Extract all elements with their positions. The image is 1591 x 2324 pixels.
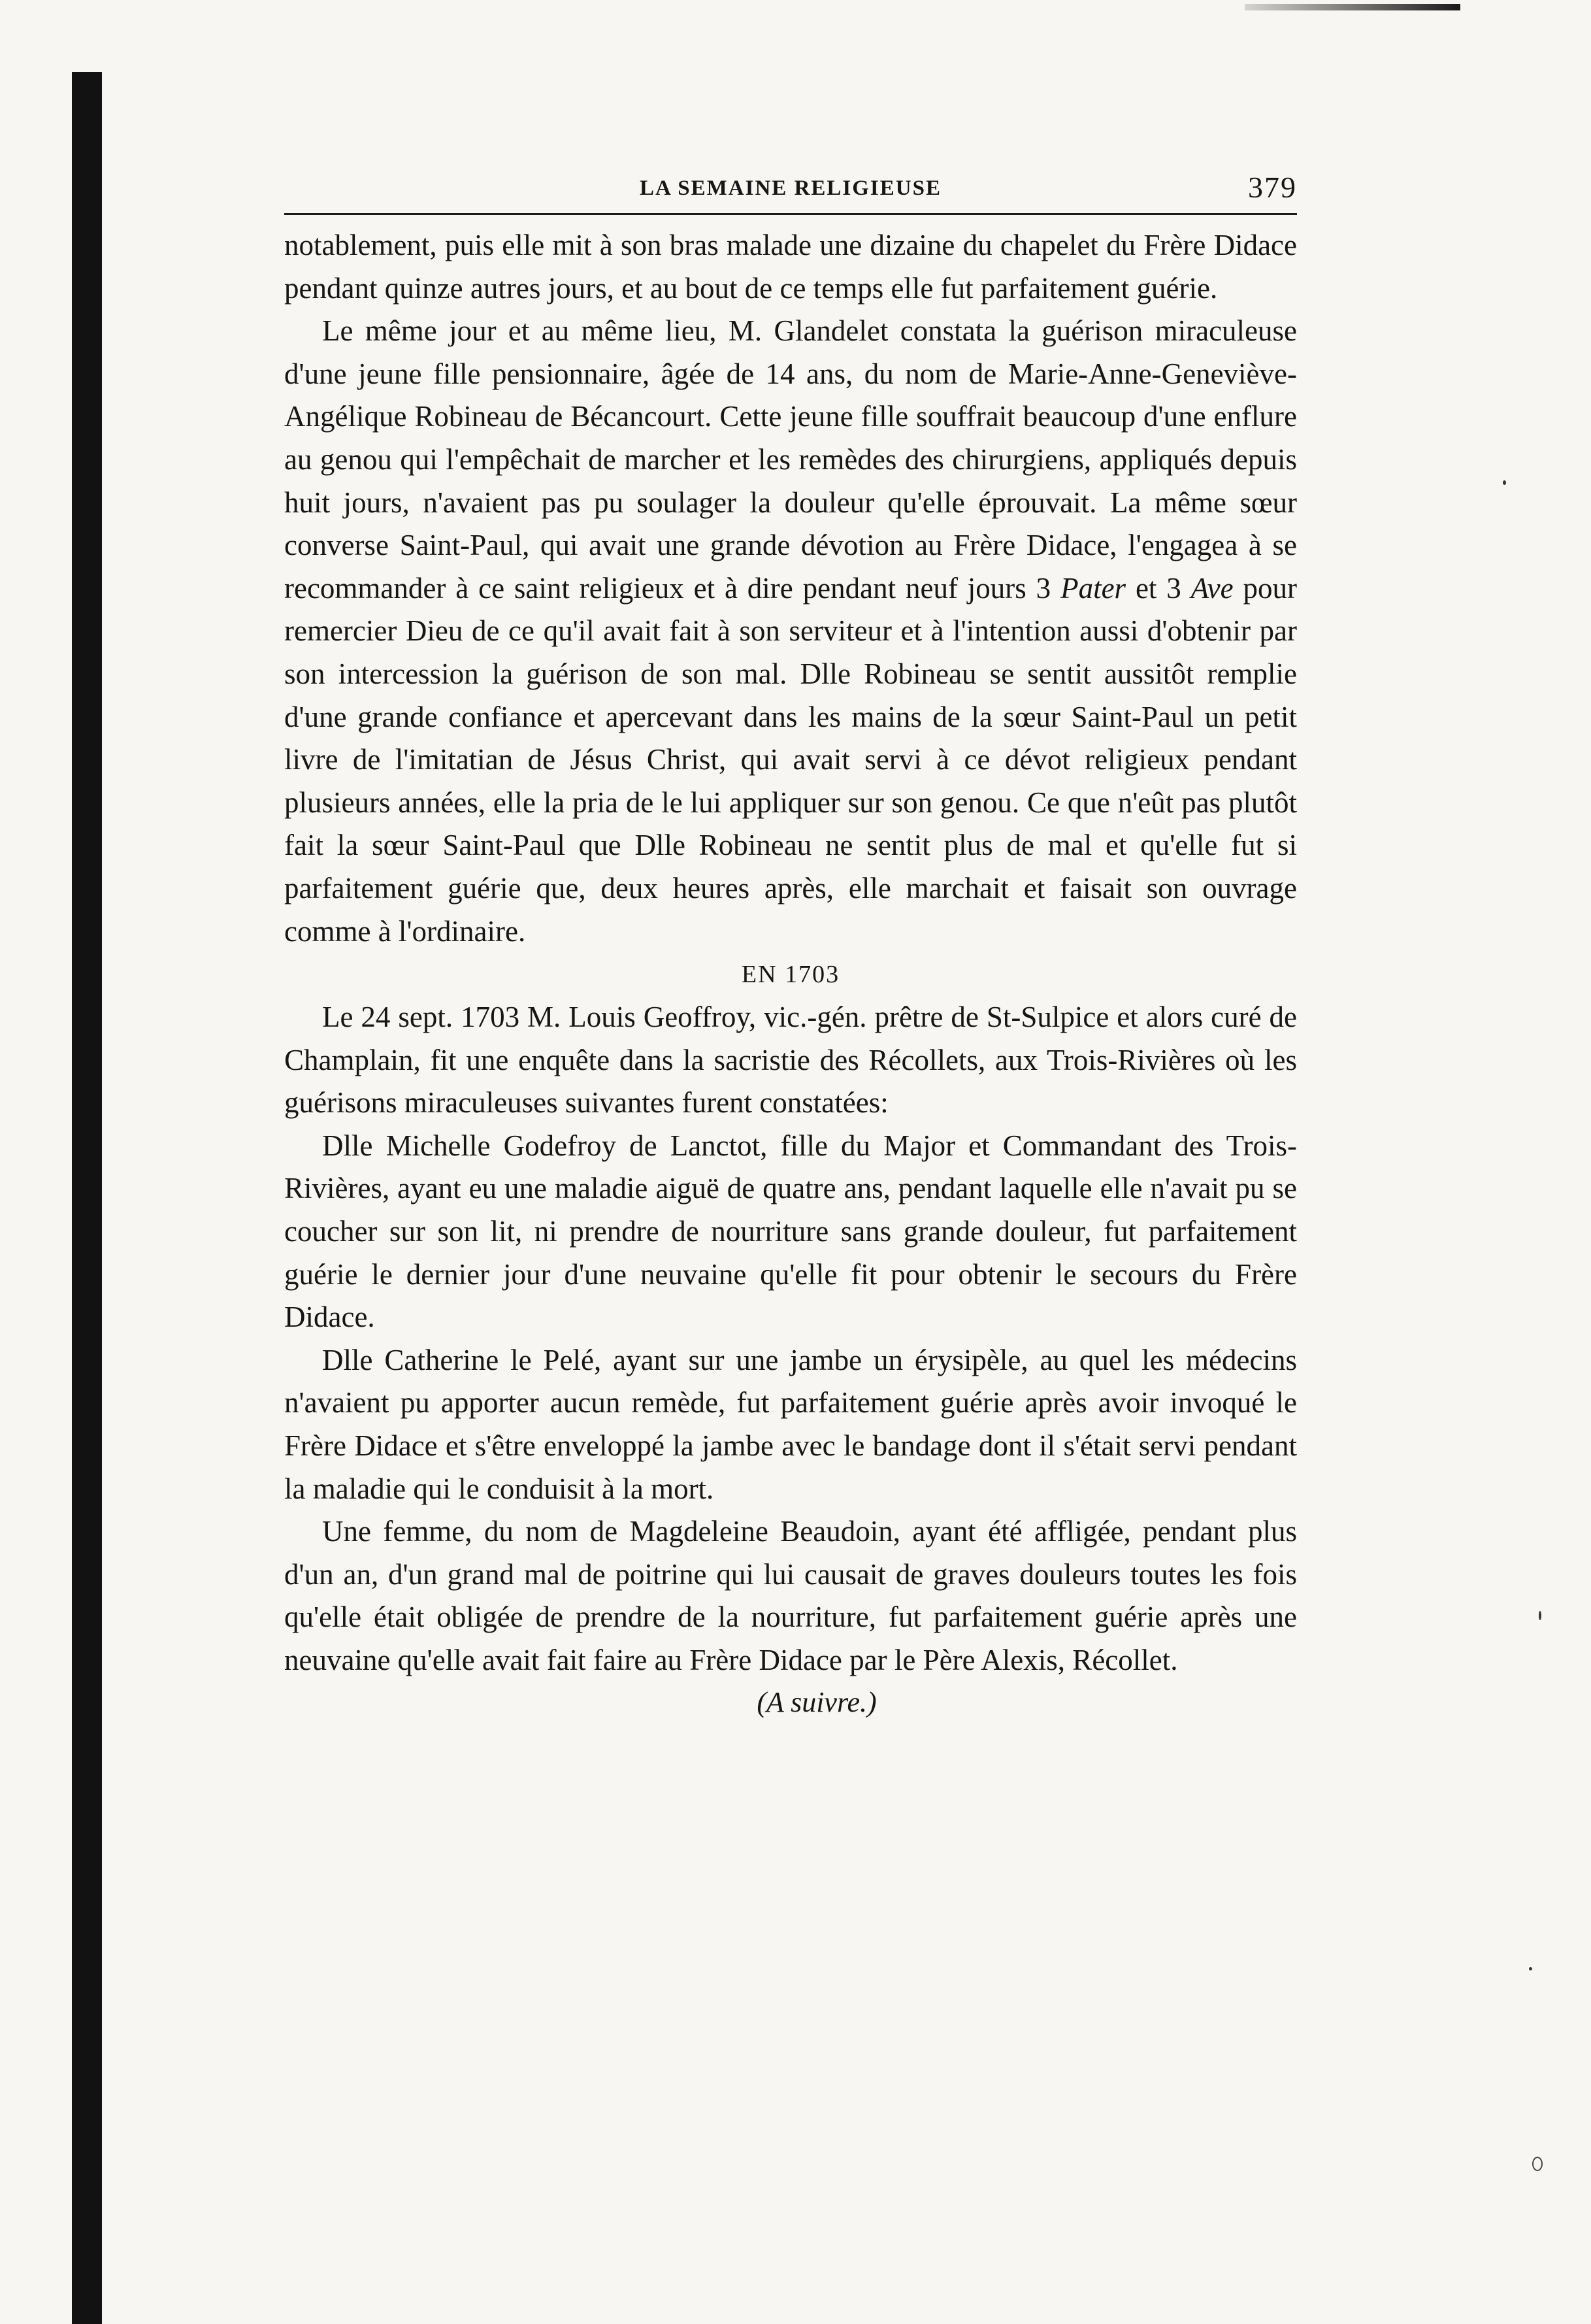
scan-speck [1503,480,1506,485]
scan-speck [1529,1967,1532,1970]
et-3-text: et 3 [1126,571,1191,605]
paragraph-beaudoin: Une femme, du nom de Magdeleine Beaudoin, ayant été affligée, pendant plus d'un an, d'un grand mal de poitrine qui lui causait de graves douleurs toutes les fois qu'elle était obligée de prendre de la nourriture, fut parfaitement guérie après une neuvaine qu'elle avait fait faire au Frère Didace par le Père Alexis, Récollet. [284,1515,1297,1676]
body-text [284,224,1297,1724]
page-content [284,163,1297,1724]
page-number: 379 [1248,171,1297,204]
book-binding-edge [72,72,102,2324]
header-rule [284,213,1297,215]
section-heading: EN 1703 [741,961,840,989]
paragraph-godefroy: Dlle Michelle Godefroy de Lanctot, fille du Major et Commandant des Trois-Rivières, ayant eu une maladie aiguë de quatre ans, pendant laquelle elle n'avait pu se coucher sur son lit, ni prendre de nourriture sans grande douleur, fut parfaitement guérie le dernier jour d'une neuvaine qu'elle fit pour obtenir le secours du Frère Didace. [284,1129,1297,1334]
pater-word: Pater [1060,571,1126,605]
paragraph-robineau [284,310,1297,953]
paragraph-pele: Dlle Catherine le Pelé, ayant sur une jambe un érysipèle, au quel les médecins n'avaient pu apporter aucun remède, fut parfaitement guérie après avoir invoqué le Frère Didace et s'être enveloppé la jambe avec le bandage dont il s'était servi pendant la maladie qui le conduisit à la mort. [284,1343,1297,1505]
paragraph-robineau-text: Le même jour et au même lieu, M. Glandelet constata la guérison miraculeuse d'une jeune fille pensionnaire, âgée de 14 ans, du nom de Marie-Anne-Geneviève-Angélique Robineau de Bécancourt. Cette jeune fille souffrait beaucoup d'une enflure au genou qui l'empêchait de marcher et les remèdes des chirurgiens, appliqués depuis huit jours, n'avaient pas pu soulager la douleur qu'elle éprouvait. La même sœur converse Saint-Paul, qui avait une grande dévotion au Frère Didace, l'engagea à se recommander à ce saint religieux et à dire pendant neuf jours 3 [284,314,1297,605]
to-be-continued: (A suivre.) [757,1685,877,1718]
scan-speck [1539,1611,1541,1620]
scan-edge-mark [1245,4,1460,10]
ave-word: Ave [1190,571,1234,605]
paragraph-enquete: Le 24 sept. 1703 M. Louis Geoffroy, vic.-gén. prêtre de St-Sulpice et alors curé de Champlain, fit une enquête dans la sacristie des Récollets, aux Trois-Rivières où les guérisons miraculeuses suivantes furent constatées: [284,1001,1297,1120]
running-head [284,163,1297,209]
running-title: LA SEMAINE RELIGIEUSE [640,176,942,200]
scan-speck [1532,2157,1543,2171]
paragraph-robineau-end: pour remercier Dieu de ce qu'il avait fait à son serviteur et à l'intention aussi d'obtenir par son intercession la guérison de son mal. Dlle Robineau se sentit aussitôt remplie d'une grande confiance et apercevant dans les mains de la sœur Saint-Paul un petit livre de l'imitatian de Jésus Christ, qui avait servi à ce dévot religieux pendant plusieurs années, elle la pria de le lui appliquer sur son genou. Ce que n'eût pas plutôt fait la sœur Saint-Paul que Dlle Robineau ne sentit plus de mal et qu'elle fut si parfaitement guérie que, deux heures après, elle marchait et faisait son ouvrage comme à l'ordinaire. [284,571,1297,948]
paragraph-continued: notablement, puis elle mit à son bras malade une dizaine du chapelet du Frère Didace pendant quinze autres jours, et au bout de ce temps elle fut parfaitement guérie. [284,229,1297,305]
